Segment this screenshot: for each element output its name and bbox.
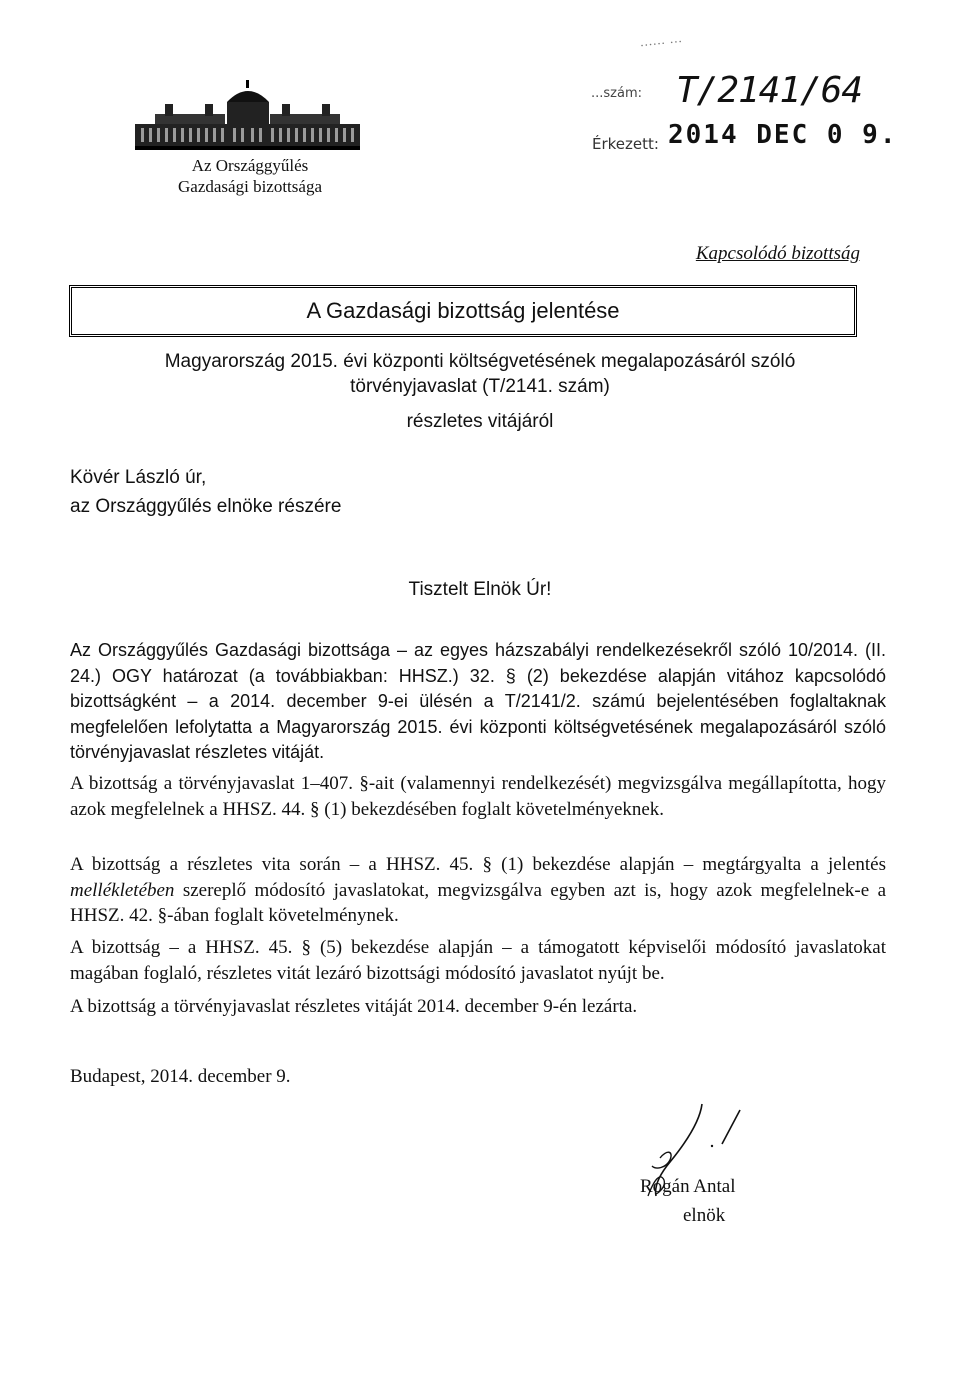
report-title-box bbox=[69, 285, 857, 337]
body-paragraph: A bizottság a törvényjavaslat részletes vitáját 2014. december 9-én lezárta. bbox=[70, 996, 638, 1017]
stamp-received-label: Érkezett: bbox=[592, 135, 659, 153]
body-paragraph: A bizottság a törvényjavaslat 1–407. §-ait (valamennyi rendelkezését) megvizsgálva megállapította, hogy azok megfelelnek a HHSZ. 44. § (1) bekezdésében foglalt követelményeknek. bbox=[70, 773, 886, 820]
body-paragraph: A bizottság – a HHSZ. 45. § (5) bekezdése alapján – a támogatott képviselői módosító javaslatokat magában foglaló, részletes vitát lezáró bizottsági módosító javaslatot nyújt be. bbox=[70, 937, 886, 984]
emphasized-text: mellékletében bbox=[70, 879, 175, 901]
parliament-logo-icon bbox=[135, 80, 360, 152]
addressee-title: az Országgyűlés elnöke részére bbox=[70, 496, 342, 517]
paragraph-text: szereplő módosító javaslatokat, megvizsgálva egyben azt is, hogy azok megfelelnek-e a HHSZ. 42. §-ában foglalt követelménynek. bbox=[70, 879, 886, 926]
org-name: Az Országgyűlés bbox=[191, 156, 309, 175]
place-and-date: Budapest, 2014. december 9. bbox=[70, 1066, 291, 1087]
addressee-name: Kövér László úr, bbox=[70, 467, 207, 488]
stamp-registry-label: ...szám: bbox=[591, 86, 643, 101]
stamp-registry-number: T/2141/64 bbox=[676, 70, 863, 111]
body-paragraph bbox=[70, 852, 886, 929]
salutation: Tisztelt Elnök Úr! bbox=[408, 579, 552, 600]
subject-line: Magyarország 2015. évi központi költségvetésének megalapozásáról szóló bbox=[164, 351, 796, 372]
report-title: A Gazdasági bizottság jelentése bbox=[306, 298, 620, 323]
stamp-faint-text: ...... ... bbox=[639, 29, 684, 50]
body-paragraph: Az Országgyűlés Gazdasági bizottsága – az egyes házszabályi rendelkezésekről szóló 10/2014. (II. 24.) OGY határozat (a továbbiakban: HHSZ.) 32. § (2) bekezdése alapján vitához kapcsolódó bizottságként – a 2014. december 9-ei ülésén a T/2141/2. számú bejelentésében foglaltaknak megfelelően lefolytatta a Magyarország 2015. évi központi költségvetésének megalapozásáról szóló törvényjavaslat részletes vitáját. bbox=[70, 640, 886, 762]
subject-line: részletes vitájáról bbox=[406, 411, 554, 432]
stamp-received-date: 2014 DEC 0 9. bbox=[668, 120, 898, 150]
subject-line: törvényjavaslat (T/2141. szám) bbox=[350, 376, 610, 397]
signatory-name: Rogán Antal bbox=[640, 1176, 736, 1197]
handwritten-signature bbox=[630, 1100, 750, 1220]
paragraph-text: A bizottság a részletes vita során – a HHSZ. 45. § (1) bekezdése alapján – megtárgyalta a jelentés bbox=[70, 854, 886, 875]
signatory-role: elnök bbox=[683, 1205, 726, 1226]
related-committee-link[interactable]: Kapcsolódó bizottság bbox=[695, 243, 860, 264]
committee-name: Gazdasági bizottsága bbox=[178, 177, 322, 196]
